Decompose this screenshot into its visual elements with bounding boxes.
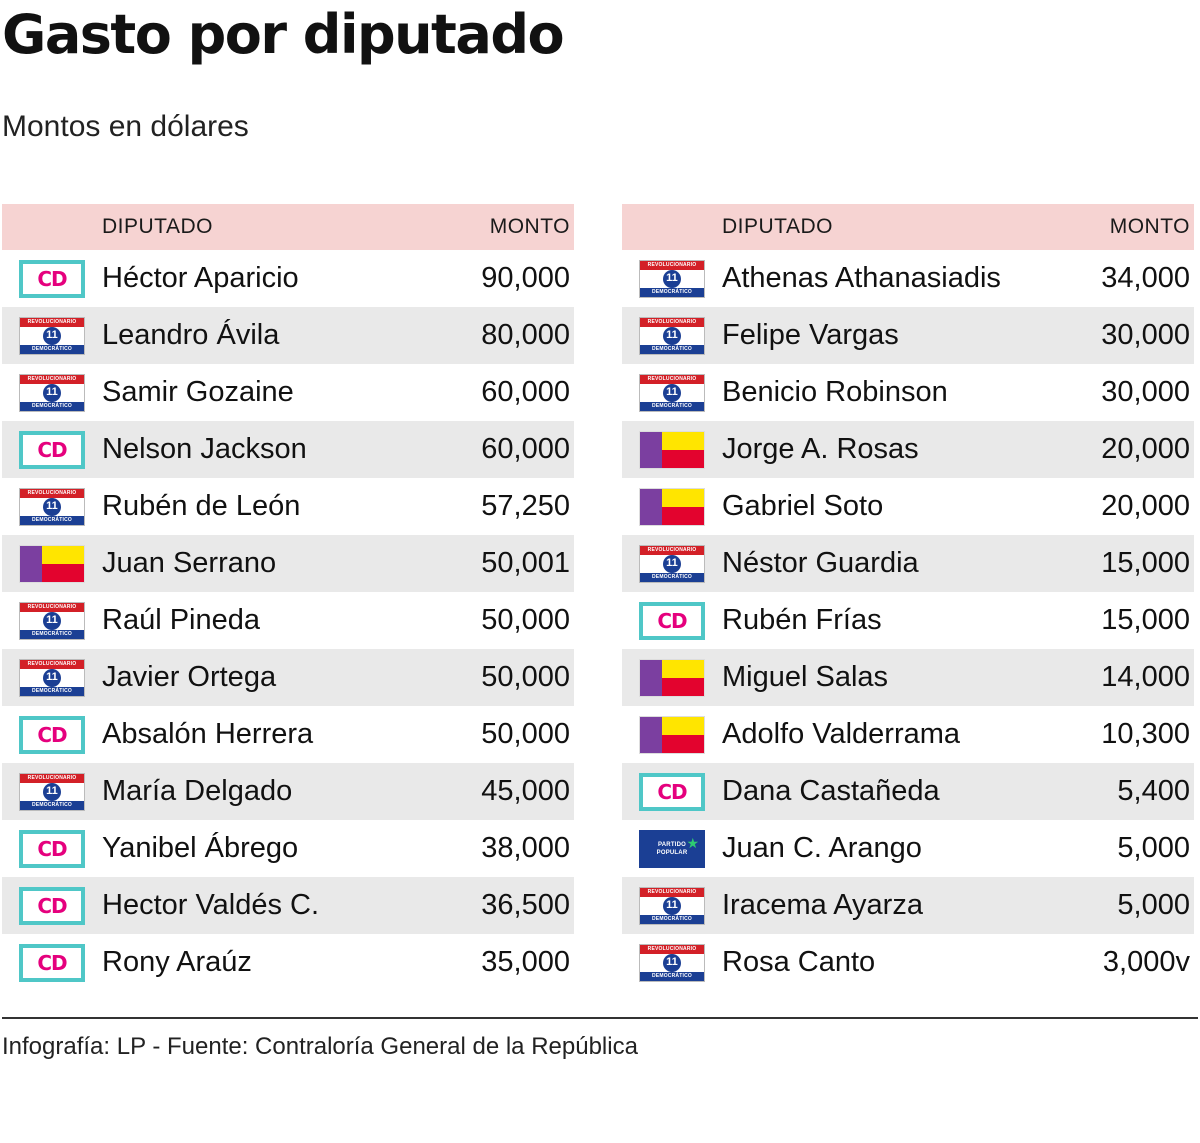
table-row <box>2 934 574 991</box>
table-row <box>2 649 574 706</box>
panamenista-logo-purple <box>640 432 662 468</box>
party-logo-prd-icon <box>639 374 705 412</box>
party-logo-panamenista-icon <box>639 488 705 526</box>
cd-logo-text: CD <box>657 608 687 633</box>
cell-deputy-name: Rony Araúz <box>102 946 252 978</box>
column-header-deputy: DIPUTADO <box>102 215 213 238</box>
cell-amount: 34,000 <box>1101 262 1190 294</box>
cell-deputy-name: Raúl Pineda <box>102 604 260 636</box>
cell-party-logo <box>622 317 722 355</box>
cell-deputy-name: Felipe Vargas <box>722 319 899 351</box>
popular-logo-star-icon: ★ <box>686 834 699 851</box>
prd-logo-middle <box>20 669 84 687</box>
popular-logo-text: PARTIDO POPULAR <box>656 841 688 856</box>
cd-logo-inner <box>23 264 81 294</box>
cd-logo-text: CD <box>37 893 67 918</box>
cell-amount: 5,000 <box>1117 832 1190 864</box>
prd-logo-middle <box>20 783 84 801</box>
prd-logo-number: 11 <box>43 669 61 687</box>
cell-amount: 38,000 <box>481 832 570 864</box>
party-logo-panamenista-icon <box>639 431 705 469</box>
party-logo-prd-icon <box>19 317 85 355</box>
prd-logo-bottom-text: DEMOCRÁTICO <box>20 402 84 411</box>
party-logo-prd-icon <box>19 488 85 526</box>
cell-party-logo <box>2 716 102 754</box>
cell-deputy-name: Rubén Frías <box>722 604 882 636</box>
table-header-left <box>2 204 574 250</box>
panamenista-logo-yellow <box>662 660 704 678</box>
cell-amount: 35,000 <box>481 946 570 978</box>
cell-deputy-name: Athenas Athanasiadis <box>722 262 1001 294</box>
table-row <box>622 820 1194 877</box>
cell-party-logo <box>2 659 102 697</box>
prd-logo-bottom-text: DEMOCRÁTICO <box>20 345 84 354</box>
table-row <box>2 307 574 364</box>
cell-party-logo <box>2 488 102 526</box>
table-row <box>622 592 1194 649</box>
table-row <box>2 706 574 763</box>
cd-logo-text: CD <box>37 950 67 975</box>
panamenista-logo-yellow <box>662 717 704 735</box>
cell-party-logo <box>622 773 722 811</box>
table-body-right <box>622 250 1194 991</box>
table-row <box>622 364 1194 421</box>
cell-deputy-name: Miguel Salas <box>722 661 889 693</box>
cell-amount: 36,500 <box>481 889 570 921</box>
prd-logo-number: 11 <box>663 555 681 573</box>
prd-logo-number: 11 <box>43 327 61 345</box>
cell-deputy-name: Javier Ortega <box>102 661 277 693</box>
table-row <box>622 478 1194 535</box>
table-row <box>622 934 1194 991</box>
cell-party-logo <box>622 887 722 925</box>
cell-deputy-name: Gabriel Soto <box>722 490 884 522</box>
cell-deputy-name: Néstor Guardia <box>722 547 919 579</box>
prd-logo-top-text: REVOLUCIONARIO <box>20 660 84 669</box>
party-logo-panamenista-icon <box>639 659 705 697</box>
cell-party-logo <box>622 944 722 982</box>
prd-logo-middle <box>640 384 704 402</box>
cell-deputy-name: Yanibel Ábrego <box>102 832 299 864</box>
prd-logo-middle <box>640 555 704 573</box>
table-row <box>2 535 574 592</box>
prd-logo-middle <box>640 270 704 288</box>
panamenista-logo-purple <box>640 489 662 525</box>
cell-party-logo <box>622 830 722 868</box>
cell-deputy-name: Iracema Ayarza <box>722 889 923 921</box>
cd-logo-text: CD <box>37 266 67 291</box>
cell-deputy-name: Samir Gozaine <box>102 376 294 408</box>
panamenista-logo-yellow <box>42 546 84 564</box>
cell-party-logo <box>622 659 722 697</box>
cd-logo-inner <box>643 606 701 636</box>
cell-amount: 20,000 <box>1101 490 1190 522</box>
prd-logo-middle <box>640 954 704 972</box>
prd-logo-top-text: REVOLUCIONARIO <box>640 375 704 384</box>
prd-logo-top-text: REVOLUCIONARIO <box>640 318 704 327</box>
cell-party-logo <box>2 374 102 412</box>
party-logo-prd-icon <box>19 773 85 811</box>
party-logo-cd-icon <box>639 602 705 640</box>
cd-logo-inner <box>23 891 81 921</box>
table-row <box>2 421 574 478</box>
panamenista-logo-stripes <box>42 546 84 582</box>
cd-logo-inner <box>23 948 81 978</box>
cd-logo-inner <box>23 435 81 465</box>
party-logo-prd-icon <box>19 659 85 697</box>
table-header-right <box>622 204 1194 250</box>
prd-logo-number: 11 <box>663 270 681 288</box>
cell-party-logo <box>622 260 722 298</box>
table-row <box>622 649 1194 706</box>
cell-amount: 10,300 <box>1101 718 1190 750</box>
panamenista-logo-yellow <box>662 489 704 507</box>
table-row <box>2 592 574 649</box>
cell-amount: 57,250 <box>481 490 570 522</box>
cell-party-logo <box>2 830 102 868</box>
footer-credit: Infografía: LP - Fuente: Contraloría General de la República <box>2 1033 638 1060</box>
column-header-deputy: DIPUTADO <box>722 215 833 238</box>
cell-party-logo <box>622 545 722 583</box>
table-left <box>2 204 574 991</box>
prd-logo-top-text: REVOLUCIONARIO <box>20 375 84 384</box>
party-logo-cd-icon <box>639 773 705 811</box>
panamenista-logo-stripes <box>662 489 704 525</box>
cell-amount: 3,000v <box>1102 946 1190 978</box>
prd-logo-number: 11 <box>43 384 61 402</box>
table-row <box>622 307 1194 364</box>
table-row <box>2 478 574 535</box>
panamenista-logo-purple <box>20 546 42 582</box>
party-logo-cd-icon <box>19 830 85 868</box>
cell-amount: 20,000 <box>1101 433 1190 465</box>
prd-logo-top-text: REVOLUCIONARIO <box>20 489 84 498</box>
cell-deputy-name: Leandro Ávila <box>102 319 280 351</box>
panamenista-logo-red <box>42 564 84 582</box>
prd-logo-bottom-text: DEMOCRÁTICO <box>20 630 84 639</box>
prd-logo-middle <box>20 327 84 345</box>
party-logo-popular-icon <box>639 830 705 868</box>
cell-amount: 50,000 <box>481 661 570 693</box>
party-logo-cd-icon <box>19 944 85 982</box>
prd-logo-bottom-text: DEMOCRÁTICO <box>20 516 84 525</box>
party-logo-prd-icon <box>19 602 85 640</box>
table-row <box>622 250 1194 307</box>
column-header-amount: MONTO <box>489 215 570 238</box>
party-logo-panamenista-icon <box>19 545 85 583</box>
table-row <box>622 535 1194 592</box>
prd-logo-bottom-text: DEMOCRÁTICO <box>20 687 84 696</box>
cell-deputy-name: Rubén de León <box>102 490 301 522</box>
cd-logo-inner <box>643 777 701 807</box>
prd-logo-bottom-text: DEMOCRÁTICO <box>640 345 704 354</box>
cell-party-logo <box>622 602 722 640</box>
cell-deputy-name: Dana Castañeda <box>722 775 940 807</box>
prd-logo-middle <box>20 384 84 402</box>
prd-logo-number: 11 <box>43 612 61 630</box>
cell-party-logo <box>2 431 102 469</box>
cell-amount: 5,400 <box>1117 775 1190 807</box>
prd-logo-top-text: REVOLUCIONARIO <box>20 318 84 327</box>
cell-amount: 30,000 <box>1101 376 1190 408</box>
footer-divider <box>2 1017 1198 1019</box>
prd-logo-bottom-text: DEMOCRÁTICO <box>640 573 704 582</box>
panamenista-logo-stripes <box>662 660 704 696</box>
cell-amount: 14,000 <box>1101 661 1190 693</box>
prd-logo-top-text: REVOLUCIONARIO <box>640 888 704 897</box>
table-row <box>622 421 1194 478</box>
table-right <box>622 204 1194 991</box>
cell-party-logo <box>2 887 102 925</box>
panamenista-logo-purple <box>640 660 662 696</box>
party-logo-prd-icon <box>639 260 705 298</box>
panamenista-logo-yellow <box>662 432 704 450</box>
cell-party-logo <box>2 260 102 298</box>
cd-logo-text: CD <box>37 437 67 462</box>
prd-logo-bottom-text: DEMOCRÁTICO <box>640 972 704 981</box>
table-row <box>2 820 574 877</box>
party-logo-panamenista-icon <box>639 716 705 754</box>
prd-logo-number: 11 <box>663 384 681 402</box>
cell-amount: 60,000 <box>481 433 570 465</box>
cell-amount: 30,000 <box>1101 319 1190 351</box>
prd-logo-number: 11 <box>43 783 61 801</box>
tables-container <box>0 204 1200 991</box>
cd-logo-text: CD <box>37 722 67 747</box>
table-body-left <box>2 250 574 991</box>
cell-party-logo <box>622 716 722 754</box>
cell-deputy-name: Jorge A. Rosas <box>722 433 919 465</box>
cell-deputy-name: Absalón Herrera <box>102 718 314 750</box>
table-row <box>2 877 574 934</box>
prd-logo-bottom-text: DEMOCRÁTICO <box>640 915 704 924</box>
page-subtitle: Montos en dólares <box>2 110 249 143</box>
cell-amount: 80,000 <box>481 319 570 351</box>
cell-deputy-name: Nelson Jackson <box>102 433 307 465</box>
cell-party-logo <box>2 944 102 982</box>
cell-deputy-name: Adolfo Valderrama <box>722 718 961 750</box>
panamenista-logo-red <box>662 678 704 696</box>
cell-amount: 15,000 <box>1101 604 1190 636</box>
cd-logo-text: CD <box>657 779 687 804</box>
cell-deputy-name: Héctor Aparicio <box>102 262 299 294</box>
cell-party-logo <box>622 374 722 412</box>
table-row <box>622 763 1194 820</box>
cd-logo-inner <box>23 834 81 864</box>
cell-amount: 90,000 <box>481 262 570 294</box>
cell-party-logo <box>622 488 722 526</box>
party-logo-cd-icon <box>19 887 85 925</box>
party-logo-prd-icon <box>19 374 85 412</box>
cell-amount: 50,000 <box>481 604 570 636</box>
prd-logo-number: 11 <box>663 897 681 915</box>
page-title: Gasto por diputado <box>2 3 564 66</box>
prd-logo-bottom-text: DEMOCRÁTICO <box>640 402 704 411</box>
table-row <box>622 877 1194 934</box>
prd-logo-middle <box>20 498 84 516</box>
panamenista-logo-red <box>662 507 704 525</box>
panamenista-logo-red <box>662 735 704 753</box>
panamenista-logo-stripes <box>662 717 704 753</box>
prd-logo-middle <box>20 612 84 630</box>
prd-logo-number: 11 <box>663 327 681 345</box>
prd-logo-middle <box>640 897 704 915</box>
cell-deputy-name: Benicio Robinson <box>722 376 948 408</box>
prd-logo-top-text: REVOLUCIONARIO <box>20 603 84 612</box>
cell-party-logo <box>2 773 102 811</box>
cd-logo-text: CD <box>37 836 67 861</box>
prd-logo-bottom-text: DEMOCRÁTICO <box>20 801 84 810</box>
party-logo-cd-icon <box>19 260 85 298</box>
prd-logo-bottom-text: DEMOCRÁTICO <box>640 288 704 297</box>
infographic-page <box>0 3 1200 1143</box>
party-logo-cd-icon <box>19 716 85 754</box>
table-row <box>622 706 1194 763</box>
prd-logo-top-text: REVOLUCIONARIO <box>640 546 704 555</box>
cell-amount: 15,000 <box>1101 547 1190 579</box>
cell-party-logo <box>622 431 722 469</box>
cell-amount: 50,000 <box>481 718 570 750</box>
prd-logo-middle <box>640 327 704 345</box>
cell-amount: 5,000 <box>1117 889 1190 921</box>
cell-party-logo <box>2 602 102 640</box>
prd-logo-number: 11 <box>43 498 61 516</box>
prd-logo-top-text: REVOLUCIONARIO <box>20 774 84 783</box>
cell-party-logo <box>2 317 102 355</box>
party-logo-prd-icon <box>639 317 705 355</box>
party-logo-prd-icon <box>639 944 705 982</box>
panamenista-logo-stripes <box>662 432 704 468</box>
table-row <box>2 250 574 307</box>
column-header-amount: MONTO <box>1109 215 1190 238</box>
prd-logo-top-text: REVOLUCIONARIO <box>640 945 704 954</box>
cell-deputy-name: Hector Valdés C. <box>102 889 320 921</box>
cell-amount: 50,001 <box>481 547 570 579</box>
table-row <box>2 763 574 820</box>
party-logo-prd-icon <box>639 545 705 583</box>
cell-deputy-name: Rosa Canto <box>722 946 876 978</box>
panamenista-logo-red <box>662 450 704 468</box>
table-row <box>2 364 574 421</box>
party-logo-cd-icon <box>19 431 85 469</box>
cell-deputy-name: María Delgado <box>102 775 293 807</box>
party-logo-prd-icon <box>639 887 705 925</box>
panamenista-logo-purple <box>640 717 662 753</box>
prd-logo-top-text: REVOLUCIONARIO <box>640 261 704 270</box>
cell-deputy-name: Juan Serrano <box>102 547 277 579</box>
cd-logo-inner <box>23 720 81 750</box>
prd-logo-number: 11 <box>663 954 681 972</box>
cell-deputy-name: Juan C. Arango <box>722 832 922 864</box>
cell-party-logo <box>2 545 102 583</box>
cell-amount: 45,000 <box>481 775 570 807</box>
cell-amount: 60,000 <box>481 376 570 408</box>
